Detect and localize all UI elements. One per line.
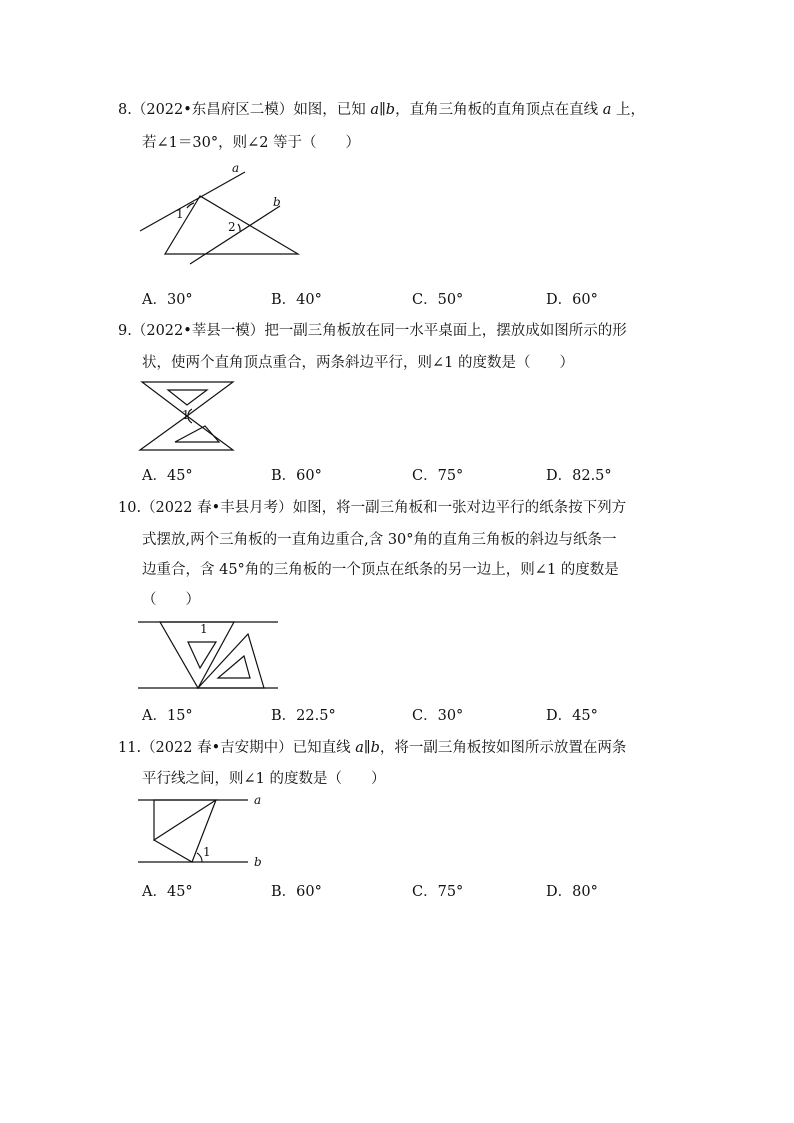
q9-option-b[interactable]: B．60° [271, 468, 322, 484]
q10-text: 如图，将一副三角板和一张对边平行的纸条按下列方 [292, 500, 627, 516]
q8-var-a-2: a [602, 102, 612, 118]
q11-text: 已知直线 [292, 740, 356, 756]
q10-line3: 边重合，含 45°角的三角板的一个顶点在纸条的另一边上，则∠1 的度数是 [142, 562, 619, 578]
q11-option-d[interactable]: D．80° [546, 884, 598, 900]
q8-label-1: 1 [176, 207, 184, 221]
q8-option-c[interactable]: C．50° [412, 292, 464, 308]
q11-figure [136, 794, 271, 870]
q8-figure [130, 158, 310, 262]
q11-label-b: b [254, 855, 262, 869]
q11-number: 11. [118, 740, 142, 756]
q9-line1 [118, 321, 627, 341]
q8-source: （2022•东昌府区二模） [131, 102, 294, 118]
q9-triangle-top-inner [168, 390, 207, 405]
q10-line1 [118, 498, 626, 518]
q11-label-a: a [254, 793, 262, 807]
q9-option-c[interactable]: C．75° [412, 468, 464, 484]
q8-var-a: a [370, 102, 380, 118]
q10-label-1: 1 [200, 622, 208, 636]
q11-var-a: a [355, 740, 364, 756]
q10-source: （2022 春•丰县月考） [141, 500, 293, 516]
q9-label-1: 1 [182, 408, 190, 422]
q11-source: （2022 春•吉安期中） [141, 740, 293, 756]
q8-var-b: b [385, 102, 396, 118]
q11-var-b: b [370, 740, 380, 756]
q10-triangle-30-inner [188, 642, 216, 668]
q8-option-b[interactable]: B．40° [271, 292, 322, 308]
q9-option-a[interactable]: A．45° [142, 468, 193, 484]
q11-text-2: ，将一副三角板按如图所示放置在两条 [379, 740, 627, 756]
q8-label-2: 2 [228, 220, 236, 234]
q9-line2: 状，使两个直角顶点重合，两条斜边平行，则∠1 的度数是（ ） [142, 355, 574, 371]
q11-line1 [118, 738, 626, 758]
q11-triangle-1 [154, 800, 216, 840]
q8-option-d[interactable]: D．60° [546, 292, 598, 308]
q9-source: （2022•莘县一模） [131, 323, 265, 339]
q10-option-c[interactable]: C．30° [412, 708, 464, 724]
q10-line4: （ ） [142, 592, 200, 608]
q9-triangle-bottom-inner [175, 426, 219, 442]
q10-triangle-45-inner [218, 656, 250, 678]
q8-angle2-arc [238, 224, 240, 231]
q9-figure [135, 378, 245, 456]
q11-angle1-arc [197, 853, 202, 862]
q8-number: 8. [118, 102, 132, 118]
q10-option-b[interactable]: B．22.5° [271, 708, 336, 724]
q8-option-a[interactable]: A．30° [142, 292, 193, 308]
q8-parallel-symbol: ∥ [379, 102, 386, 118]
q11-line2: 平行线之间，则∠1 的度数是（ ） [142, 771, 386, 787]
q8-line1 [118, 100, 645, 120]
q10-line2: 式摆放,两个三角板的一直角边重合,含 30°角的直角三角板的斜边与纸条一 [142, 532, 617, 548]
q11-parallel-symbol: ∥ [363, 740, 371, 756]
q11-option-b[interactable]: B．60° [271, 884, 322, 900]
q8-text: 如图，已知 [293, 102, 371, 118]
q8-line2: 若∠1＝30°，则∠2 等于（ ） [142, 135, 361, 151]
q8-label-b: b [273, 195, 281, 209]
q9-number: 9. [118, 323, 132, 339]
q10-option-d[interactable]: D．45° [546, 708, 598, 724]
q11-option-c[interactable]: C．75° [412, 884, 464, 900]
q9-option-d[interactable]: D．82.5° [546, 468, 612, 484]
q8-text-3: 上， [611, 102, 645, 118]
q10-option-a[interactable]: A．15° [142, 708, 193, 724]
q10-figure [136, 616, 281, 694]
q8-label-a: a [232, 161, 240, 175]
q9-text: 把一副三角板放在同一水平桌面上，摆放成如图所示的形 [264, 323, 627, 339]
q10-number: 10. [118, 500, 142, 516]
q11-label-1: 1 [203, 845, 211, 859]
q11-option-a[interactable]: A．45° [142, 884, 193, 900]
q8-text-2: ，直角三角板的直角顶点在直线 [395, 102, 603, 118]
